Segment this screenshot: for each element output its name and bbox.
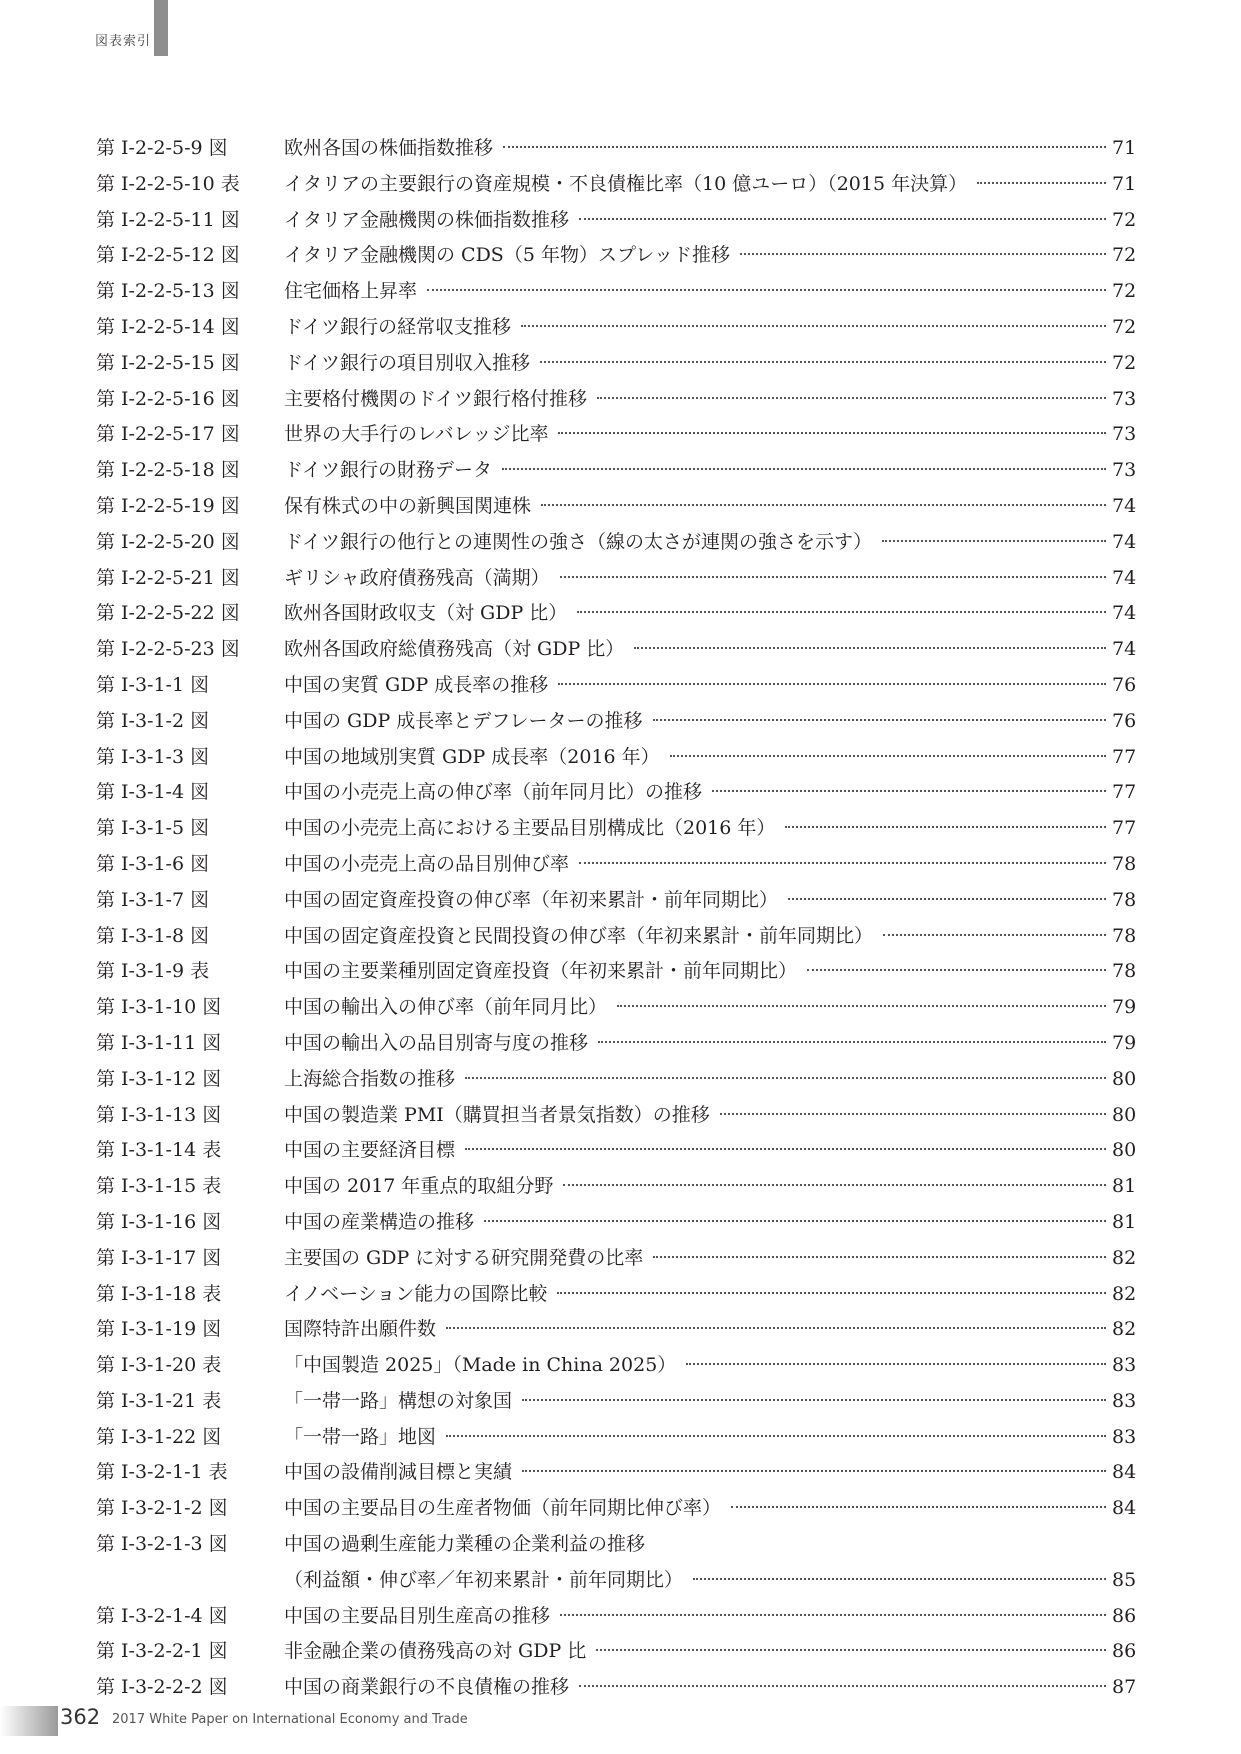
entry-page: 74 [1112, 602, 1137, 625]
entry-page: 80 [1112, 1103, 1137, 1126]
dot-leader [541, 504, 1106, 506]
entry-page: 82 [1112, 1318, 1137, 1341]
index-entry [96, 1205, 1136, 1241]
dot-leader [558, 683, 1106, 685]
index-entry [96, 775, 1136, 811]
footer-gradient-bar [0, 1706, 58, 1736]
entry-title: 中国の過剰生産能力業種の企業利益の推移 [284, 1533, 646, 1556]
entry-code: 第 I-2-2-5-13 図 [96, 280, 240, 303]
entry-title: ギリシャ政府債務残高（満期） [284, 566, 550, 589]
entry-title: ドイツ銀行の財務データ [284, 459, 493, 482]
dot-leader [484, 1220, 1106, 1222]
dot-leader [634, 647, 1106, 649]
dot-leader [788, 898, 1106, 900]
entry-page: 87 [1112, 1676, 1137, 1699]
dot-leader [558, 432, 1106, 434]
entry-title: 中国の主要品目別生産高の推移 [284, 1604, 551, 1627]
entry-code: 第 I-3-1-15 表 [96, 1175, 222, 1198]
entry-code: 第 I-3-1-2 図 [96, 709, 210, 732]
entry-page: 76 [1112, 709, 1137, 732]
entry-page: 81 [1112, 1210, 1137, 1233]
entry-title: 中国の設備削減目標と実績 [284, 1461, 513, 1484]
entry-code: 第 I-2-2-5-15 図 [96, 351, 240, 374]
dot-leader [427, 289, 1106, 291]
entry-title: 中国の主要経済目標 [284, 1139, 456, 1162]
entry-title: 中国の GDP 成長率とデフレーターの推移 [284, 709, 643, 732]
entry-code: 第 I-2-2-5-22 図 [96, 602, 240, 625]
entry-code: 第 I-2-2-5-20 図 [96, 530, 240, 553]
index-entry [96, 954, 1136, 990]
entry-code: 第 I-2-2-5-21 図 [96, 566, 240, 589]
entry-title: 非金融企業の債務残高の対 GDP 比 [284, 1640, 587, 1663]
entry-page: 84 [1112, 1461, 1137, 1484]
index-entry [96, 1384, 1136, 1420]
index-entry [96, 346, 1136, 382]
dot-leader [977, 182, 1106, 184]
dot-leader [670, 755, 1106, 757]
entry-code: 第 I-3-1-10 図 [96, 996, 222, 1019]
index-entry [96, 203, 1136, 239]
index-entry [96, 453, 1136, 489]
dot-leader [579, 218, 1106, 220]
dot-leader [560, 1614, 1106, 1616]
dot-leader [577, 611, 1106, 613]
index-entry [96, 489, 1136, 525]
dot-leader [617, 1005, 1106, 1007]
header-accent-bar [154, 0, 168, 56]
entry-title: 中国の固定資産投資の伸び率（年初来累計・前年同期比） [284, 888, 779, 911]
entry-page: 77 [1112, 745, 1137, 768]
entry-page: 77 [1112, 817, 1137, 840]
index-entry [96, 238, 1136, 274]
entry-code: 第 I-3-1-22 図 [96, 1425, 222, 1448]
entry-page: 72 [1112, 315, 1137, 338]
index-entry [96, 525, 1136, 561]
index-entry [96, 167, 1136, 203]
entry-code: 第 I-2-2-5-18 図 [96, 459, 240, 482]
entry-title: 中国の商業銀行の不良債権の推移 [284, 1676, 570, 1699]
dot-leader [563, 1184, 1106, 1186]
index-entry [96, 1670, 1136, 1706]
figure-index-list [96, 131, 1136, 1706]
entry-code: 第 I-2-2-5-9 図 [96, 137, 228, 159]
dot-leader [503, 146, 1106, 148]
index-entry [96, 919, 1136, 955]
index-entry [96, 1026, 1136, 1062]
entry-page: 78 [1112, 924, 1137, 947]
dot-leader [653, 1256, 1106, 1258]
entry-code: 第 I-3-1-17 図 [96, 1246, 222, 1269]
entry-page: 78 [1112, 888, 1137, 911]
dot-leader [740, 253, 1106, 255]
entry-code: 第 I-2-2-5-14 図 [96, 315, 240, 338]
entry-title: 主要格付機関のドイツ銀行格付推移 [284, 387, 588, 410]
index-entry [96, 1312, 1136, 1348]
dot-leader [465, 1077, 1106, 1079]
dot-leader [712, 790, 1106, 792]
entry-code: 第 I-3-1-16 図 [96, 1210, 222, 1233]
dot-leader [540, 361, 1106, 363]
entry-page: 79 [1112, 1031, 1137, 1054]
entry-code: 第 I-2-2-5-23 図 [96, 638, 240, 661]
dot-leader [446, 1327, 1106, 1329]
dot-leader [521, 325, 1106, 327]
entry-title: 中国の小売売上高の品目別伸び率 [284, 852, 570, 875]
entry-code: 第 I-3-2-1-2 図 [96, 1497, 228, 1520]
entry-code: 第 I-2-2-5-10 表 [96, 172, 240, 195]
index-entry [96, 1241, 1136, 1277]
entry-code: 第 I-3-2-1-4 図 [96, 1604, 228, 1627]
entry-title: イタリアの主要銀行の資産規模・不良債権比率（10 億ユーロ）（2015 年決算） [284, 172, 968, 195]
entry-title: 上海総合指数の推移 [284, 1067, 456, 1090]
index-entry [96, 740, 1136, 776]
entry-title: 中国の産業構造の推移 [284, 1210, 475, 1233]
entry-title: 保有株式の中の新興国関連株 [284, 494, 532, 517]
entry-code: 第 I-3-1-9 表 [96, 960, 210, 983]
index-entry [96, 847, 1136, 883]
entry-title: 主要国の GDP に対する研究開発費の比率 [284, 1246, 644, 1269]
publication-title: 2017 White Paper on International Economy and Trade [112, 1712, 468, 1727]
dot-leader [446, 1435, 1106, 1437]
entry-code: 第 I-3-2-2-2 図 [96, 1676, 228, 1699]
dot-leader [597, 397, 1106, 399]
entry-page: 72 [1112, 244, 1137, 267]
entry-page: 74 [1112, 494, 1137, 517]
entry-code: 第 I-3-1-1 図 [96, 673, 210, 696]
entry-page: 82 [1112, 1246, 1137, 1269]
index-entry [96, 1599, 1136, 1635]
entry-title: 「中国製造 2025」（Made in China 2025） [284, 1354, 677, 1377]
entry-title: 中国の小売売上高における主要品目別構成比（2016 年） [284, 817, 776, 840]
entry-code: 第 I-3-1-21 表 [96, 1389, 222, 1412]
entry-code: 第 I-3-1-14 表 [96, 1139, 222, 1162]
index-entry [96, 632, 1136, 668]
index-entry [96, 1491, 1136, 1527]
dot-leader [807, 969, 1106, 971]
entry-page: 74 [1112, 638, 1137, 661]
dot-leader [579, 1685, 1106, 1687]
entry-code: 第 I-2-2-5-11 図 [96, 208, 240, 231]
entry-title: 欧州各国政府総債務残高（対 GDP 比） [284, 638, 625, 661]
entry-code: 第 I-2-2-5-19 図 [96, 494, 240, 517]
entry-code: 第 I-3-2-2-1 図 [96, 1640, 228, 1663]
index-entry [96, 382, 1136, 418]
entry-code: 第 I-3-2-1-1 表 [96, 1461, 228, 1484]
dot-leader [522, 1470, 1106, 1472]
entry-code: 第 I-2-2-5-12 図 [96, 244, 240, 267]
entry-code: 第 I-3-1-4 図 [96, 781, 210, 804]
index-entry [96, 1634, 1136, 1670]
entry-title: 中国の地域別実質 GDP 成長率（2016 年） [284, 745, 660, 768]
entry-code: 第 I-2-2-5-16 図 [96, 387, 240, 410]
entry-title: イタリア金融機関の株価指数推移 [284, 208, 570, 231]
index-entry [96, 1348, 1136, 1384]
dot-leader [560, 576, 1106, 578]
entry-title: 中国の 2017 年重点的取組分野 [284, 1175, 554, 1198]
entry-page: 73 [1112, 423, 1137, 446]
entry-title: イノベーション能力の国際比較 [284, 1282, 548, 1305]
dot-leader [465, 1148, 1106, 1150]
index-entry [96, 1133, 1136, 1169]
entry-code: 第 I-3-1-11 図 [96, 1031, 222, 1054]
entry-title: 「一帯一路」構想の対象国 [284, 1389, 513, 1412]
dot-leader [502, 468, 1106, 470]
index-entry [96, 1098, 1136, 1134]
dot-leader [598, 1041, 1106, 1043]
entry-page: 74 [1112, 530, 1137, 553]
entry-title: ドイツ銀行の項目別収入推移 [284, 351, 531, 374]
index-entry [96, 1169, 1136, 1205]
entry-title: 中国の固定資産投資と民間投資の伸び率（年初来累計・前年同期比） [284, 924, 874, 947]
dot-leader [693, 1578, 1106, 1580]
entry-title: （利益額・伸び率／年初来累計・前年同期比） [284, 1568, 684, 1591]
dot-leader [785, 826, 1106, 828]
entry-title: 国際特許出願件数 [284, 1318, 437, 1341]
dot-leader [522, 1399, 1106, 1401]
entry-title: イタリア金融機関の CDS（5 年物）スプレッド推移 [284, 244, 731, 267]
entry-code: 第 I-3-1-18 表 [96, 1282, 222, 1305]
entry-code: 第 I-3-1-3 図 [96, 745, 210, 768]
entry-page: 81 [1112, 1175, 1137, 1198]
entry-page: 78 [1112, 960, 1137, 983]
dot-leader [579, 862, 1106, 864]
index-entry [96, 811, 1136, 847]
entry-page: 73 [1112, 387, 1137, 410]
index-entry [96, 883, 1136, 919]
entry-page: 82 [1112, 1282, 1137, 1305]
entry-title: 中国の実質 GDP 成長率の推移 [284, 673, 549, 696]
entry-title: ドイツ銀行の経常収支推移 [284, 315, 512, 338]
entry-page: 83 [1112, 1354, 1137, 1377]
entry-page: 78 [1112, 852, 1137, 875]
index-entry [96, 274, 1136, 310]
dot-leader [883, 934, 1106, 936]
entry-page: 79 [1112, 996, 1137, 1019]
entry-code: 第 I-3-1-19 図 [96, 1318, 222, 1341]
entry-page: 86 [1112, 1640, 1137, 1663]
entry-page: 71 [1112, 137, 1137, 159]
entry-title: 欧州各国財政収支（対 GDP 比） [284, 602, 568, 625]
index-entry [96, 704, 1136, 740]
page-number: 362 [60, 1705, 101, 1729]
entry-code: 第 I-3-1-7 図 [96, 888, 210, 911]
dot-leader [557, 1292, 1106, 1294]
entry-code: 第 I-3-1-5 図 [96, 817, 210, 840]
entry-title: 中国の主要品目の生産者物価（前年同期比伸び率） [284, 1497, 722, 1520]
entry-page: 72 [1112, 208, 1137, 231]
entry-page: 72 [1112, 280, 1137, 303]
index-entry [96, 1420, 1136, 1456]
entry-page: 80 [1112, 1067, 1137, 1090]
entry-page: 83 [1112, 1389, 1137, 1412]
dot-leader [882, 540, 1106, 542]
entry-page: 73 [1112, 459, 1137, 482]
section-label: 図表索引 [95, 34, 152, 49]
entry-title: 住宅価格上昇率 [284, 280, 418, 303]
index-entry [96, 596, 1136, 632]
entry-page: 84 [1112, 1497, 1137, 1520]
entry-page: 83 [1112, 1425, 1137, 1448]
entry-page: 85 [1112, 1568, 1137, 1591]
entry-title: 中国の主要業種別固定資産投資（年初来累計・前年同期比） [284, 960, 798, 983]
entry-title: 中国の製造業 PMI（購買担当者景気指数）の推移 [284, 1103, 710, 1126]
entry-title: 世界の大手行のレバレッジ比率 [284, 423, 549, 446]
entry-page: 71 [1112, 172, 1137, 195]
entry-code: 第 I-3-1-6 図 [96, 852, 210, 875]
entry-title: 中国の輸出入の伸び率（前年同月比） [284, 996, 608, 1019]
index-entry [96, 668, 1136, 704]
index-entry [96, 1062, 1136, 1098]
entry-code: 第 I-3-1-13 図 [96, 1103, 222, 1126]
index-entry [96, 310, 1136, 346]
entry-title: ドイツ銀行の他行との連関性の強さ（線の太さが連関の強さを示す） [284, 530, 873, 553]
entry-title: 中国の輸出入の品目別寄与度の推移 [284, 1031, 589, 1054]
entry-title: 中国の小売売上高の伸び率（前年同月比）の推移 [284, 781, 703, 804]
entry-page: 76 [1112, 673, 1137, 696]
index-entry [96, 990, 1136, 1026]
entry-code: 第 I-3-1-8 図 [96, 924, 210, 947]
entry-page: 72 [1112, 351, 1137, 374]
entry-code: 第 I-3-2-1-3 図 [96, 1533, 228, 1556]
entry-code: 第 I-2-2-5-17 図 [96, 423, 240, 446]
entry-title: 欧州各国の株価指数推移 [284, 137, 494, 159]
dot-leader [686, 1363, 1106, 1365]
index-entry [96, 1563, 1136, 1599]
entry-page: 80 [1112, 1139, 1137, 1162]
dot-leader [596, 1649, 1106, 1651]
entry-code: 第 I-3-1-12 図 [96, 1067, 222, 1090]
entry-page: 74 [1112, 566, 1137, 589]
index-entry [96, 1527, 1136, 1563]
index-entry [96, 561, 1136, 597]
dot-leader [653, 719, 1106, 721]
entry-page: 77 [1112, 781, 1137, 804]
index-entry [96, 1455, 1136, 1491]
index-entry [96, 1277, 1136, 1313]
entry-page: 86 [1112, 1604, 1137, 1627]
entry-code: 第 I-3-1-20 表 [96, 1354, 222, 1377]
entry-title: 「一帯一路」地図 [284, 1425, 437, 1448]
dot-leader [731, 1506, 1106, 1508]
dot-leader [720, 1113, 1106, 1115]
index-entry [96, 131, 1136, 167]
index-entry [96, 417, 1136, 453]
